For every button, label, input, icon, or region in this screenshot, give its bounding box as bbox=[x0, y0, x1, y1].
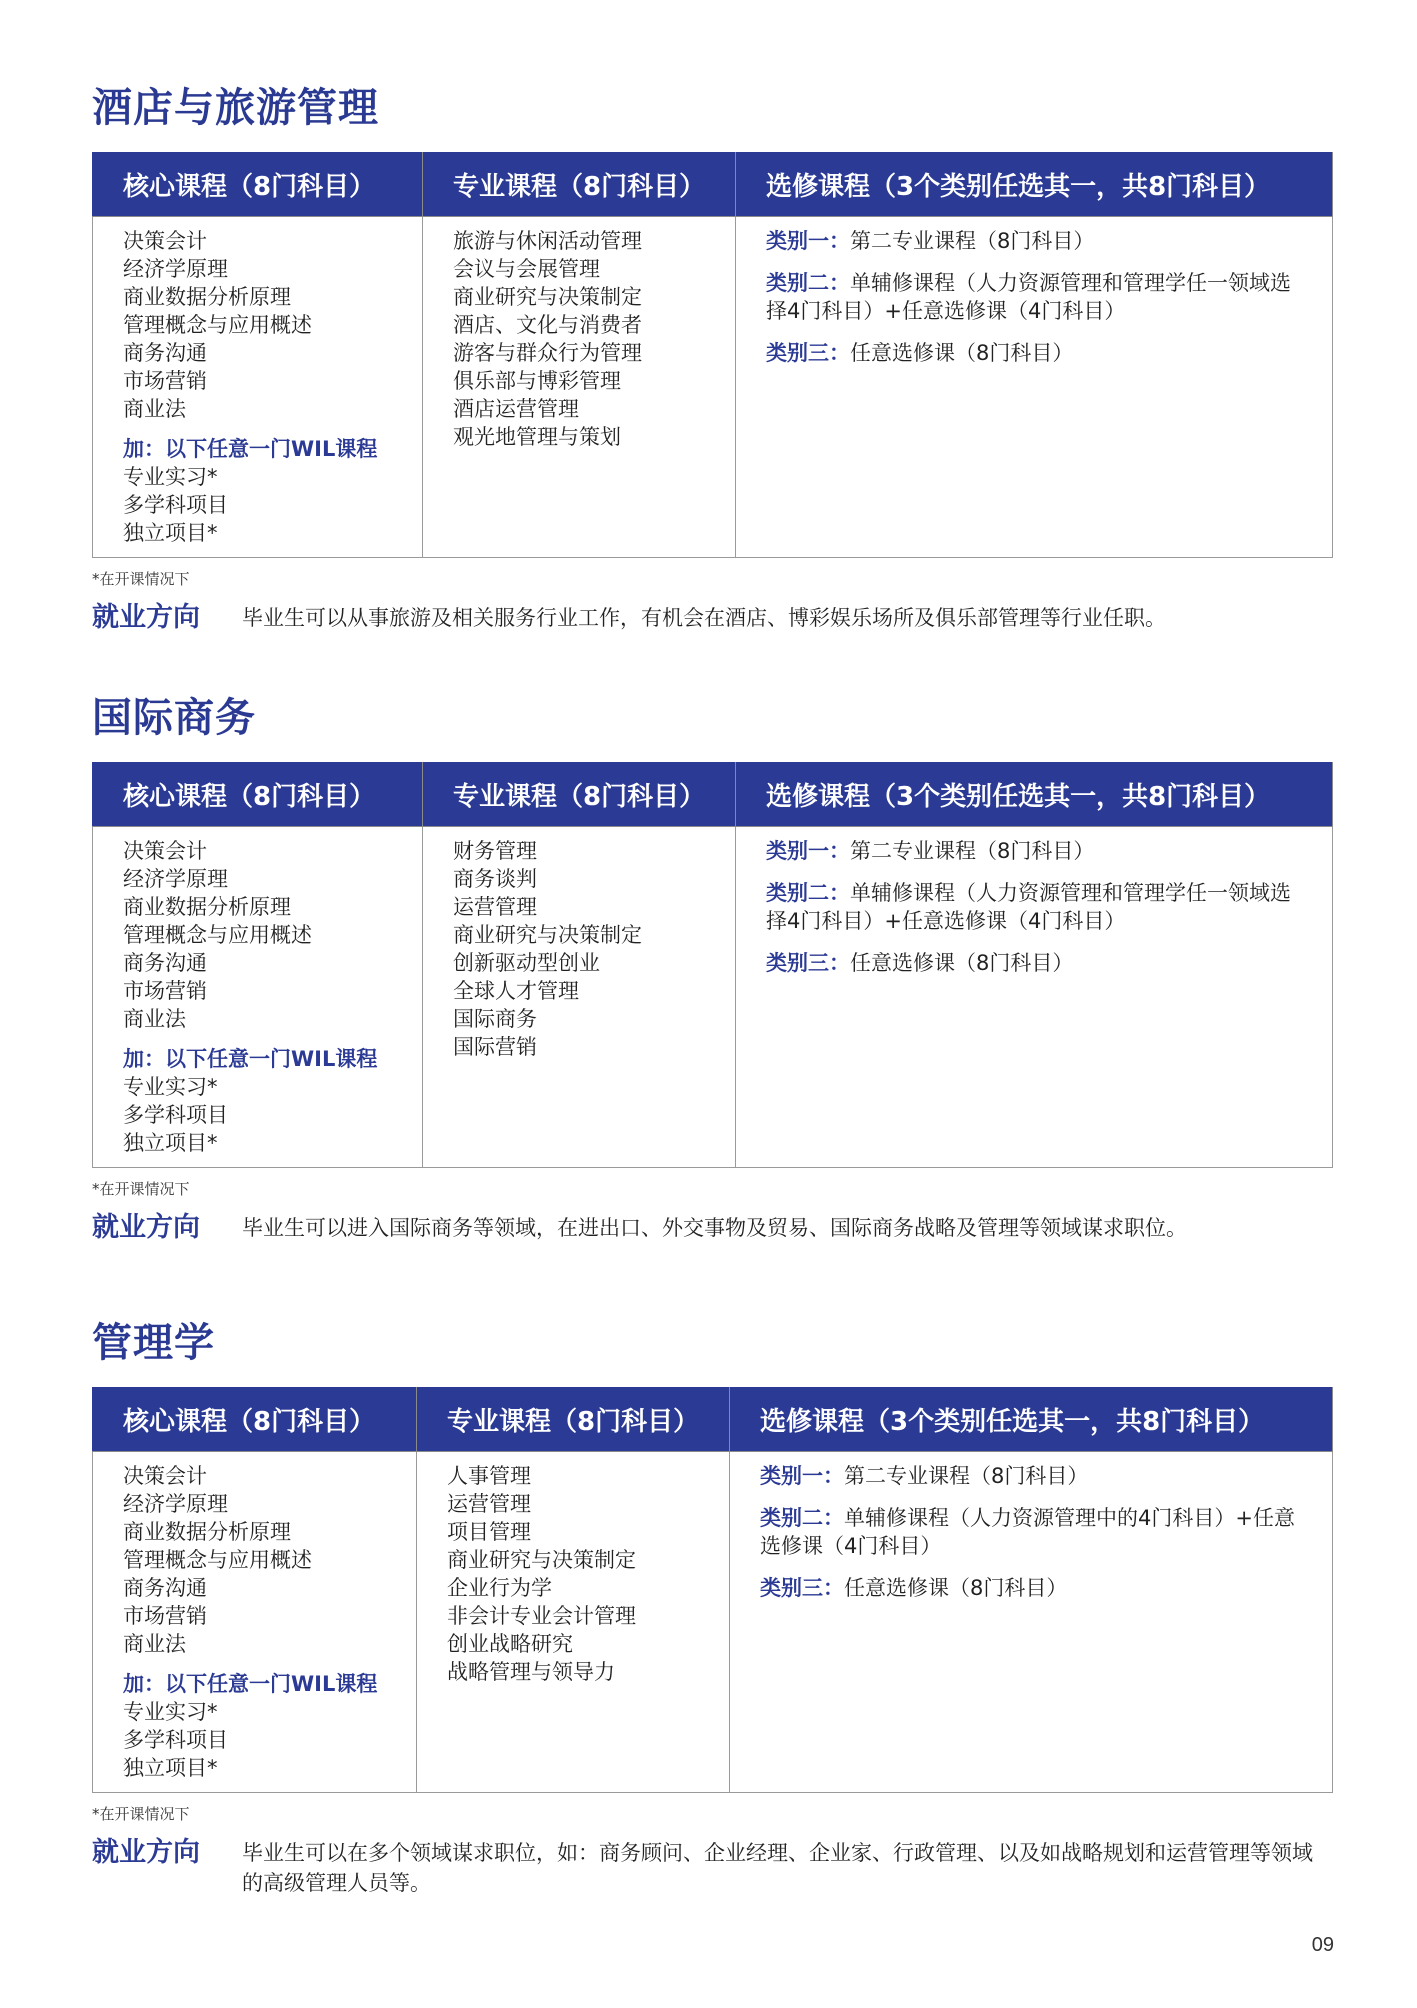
career-direction bbox=[92, 1835, 1332, 1898]
specialty-course-item: 财务管理 bbox=[453, 839, 537, 863]
program-section bbox=[92, 690, 1332, 1246]
elective-category-text: 任意选修课（8门科目） bbox=[844, 1576, 1068, 1600]
core-header: 核心课程（8门科目） bbox=[93, 762, 423, 827]
specialty-course-item: 运营管理 bbox=[447, 1492, 531, 1516]
elective-category-text: 任意选修课（8门科目） bbox=[850, 341, 1074, 365]
specialty-course-item: 商业研究与决策制定 bbox=[453, 923, 642, 947]
elective-category-label: 类别二： bbox=[760, 1506, 844, 1530]
specialty-course-item: 游客与群众行为管理 bbox=[453, 341, 642, 365]
core-header: 核心课程（8门科目） bbox=[93, 1387, 417, 1452]
core-course-item: 市场营销 bbox=[123, 369, 207, 393]
wil-course-item: 多学科项目 bbox=[123, 493, 228, 517]
specialty-header: 专业课程（8门科目） bbox=[423, 152, 736, 217]
elective-category bbox=[766, 227, 1308, 255]
specialty-course-item: 酒店运营管理 bbox=[453, 397, 579, 421]
core-course-item: 经济学原理 bbox=[123, 867, 228, 891]
elective-header: 选修课程（3个类别任选其一，共8门科目） bbox=[736, 152, 1333, 217]
program-title: 酒店与旅游管理 bbox=[92, 85, 379, 131]
elective-courses-cell bbox=[736, 217, 1333, 558]
core-course-item: 市场营销 bbox=[123, 1604, 207, 1628]
specialty-header: 专业课程（8门科目） bbox=[423, 762, 736, 827]
core-course-item: 管理概念与应用概述 bbox=[123, 1548, 312, 1572]
core-courses-cell bbox=[93, 1452, 417, 1793]
specialty-course-item: 商业研究与决策制定 bbox=[447, 1548, 636, 1572]
elective-header: 选修课程（3个类别任选其一，共8门科目） bbox=[736, 762, 1333, 827]
elective-category bbox=[766, 837, 1308, 865]
course-table bbox=[92, 1387, 1333, 1793]
program-title: 管理学 bbox=[92, 1320, 215, 1366]
specialty-course-item: 创业战略研究 bbox=[447, 1632, 573, 1656]
elective-category-text: 第二专业课程（8门科目） bbox=[844, 1464, 1089, 1488]
core-course-item: 商业法 bbox=[123, 397, 186, 421]
course-table bbox=[92, 152, 1333, 558]
core-course-item: 商务沟通 bbox=[123, 341, 207, 365]
core-course-item: 商务沟通 bbox=[123, 1576, 207, 1600]
core-course-item: 决策会计 bbox=[123, 229, 207, 253]
course-table bbox=[92, 762, 1333, 1168]
elective-courses-cell bbox=[730, 1452, 1333, 1793]
core-course-item: 商业数据分析原理 bbox=[123, 285, 291, 309]
specialty-course-item: 会议与会展管理 bbox=[453, 257, 600, 281]
career-text: 毕业生可以从事旅游及相关服务行业工作，有机会在酒店、博彩娱乐场所及俱乐部管理等行业任职。 bbox=[242, 606, 1166, 630]
wil-heading: 加：以下任意一门WIL课程 bbox=[123, 1672, 378, 1696]
career-label: 就业方向 bbox=[92, 1212, 200, 1243]
core-courses-cell bbox=[93, 217, 423, 558]
specialty-course-item: 企业行为学 bbox=[447, 1576, 552, 1600]
core-header: 核心课程（8门科目） bbox=[93, 152, 423, 217]
specialty-course-item: 全球人才管理 bbox=[453, 979, 579, 1003]
elective-category-text: 第二专业课程（8门科目） bbox=[850, 839, 1095, 863]
elective-category bbox=[760, 1504, 1308, 1560]
career-label: 就业方向 bbox=[92, 602, 200, 633]
core-course-item: 商业法 bbox=[123, 1632, 186, 1656]
elective-category bbox=[766, 269, 1308, 325]
specialty-course-item: 战略管理与领导力 bbox=[447, 1660, 615, 1684]
elective-category-label: 类别三： bbox=[760, 1576, 844, 1600]
wil-course-item: 独立项目* bbox=[123, 1131, 218, 1155]
page-number: 09 bbox=[1311, 1934, 1334, 1956]
core-courses-cell bbox=[93, 827, 423, 1168]
career-direction bbox=[92, 600, 1332, 636]
wil-course-item: 专业实习* bbox=[123, 1075, 218, 1099]
wil-course-item: 多学科项目 bbox=[123, 1728, 228, 1752]
specialty-header: 专业课程（8门科目） bbox=[417, 1387, 730, 1452]
elective-courses-cell bbox=[736, 827, 1333, 1168]
elective-category bbox=[760, 1462, 1308, 1490]
footnote: *在开课情况下 bbox=[92, 1805, 190, 1823]
career-text: 毕业生可以在多个领域谋求职位，如：商务顾问、企业经理、企业家、行政管理、以及如战略规划和运营管理等领域的高级管理人员等。 bbox=[242, 1841, 1313, 1895]
elective-category-label: 类别一： bbox=[766, 839, 850, 863]
career-text: 毕业生可以进入国际商务等领域，在进出口、外交事物及贸易、国际商务战略及管理等领域谋求职位。 bbox=[242, 1216, 1187, 1240]
elective-category bbox=[766, 339, 1308, 367]
wil-heading: 加：以下任意一门WIL课程 bbox=[123, 437, 378, 461]
specialty-course-item: 项目管理 bbox=[447, 1520, 531, 1544]
career-direction bbox=[92, 1210, 1332, 1246]
elective-category-text: 任意选修课（8门科目） bbox=[850, 951, 1074, 975]
wil-heading: 加：以下任意一门WIL课程 bbox=[123, 1047, 378, 1071]
elective-category-text: 第二专业课程（8门科目） bbox=[850, 229, 1095, 253]
core-course-item: 商业数据分析原理 bbox=[123, 895, 291, 919]
core-course-item: 经济学原理 bbox=[123, 257, 228, 281]
wil-course-item: 多学科项目 bbox=[123, 1103, 228, 1127]
specialty-course-item: 创新驱动型创业 bbox=[453, 951, 600, 975]
specialty-course-item: 观光地管理与策划 bbox=[453, 425, 621, 449]
core-course-item: 市场营销 bbox=[123, 979, 207, 1003]
specialty-courses-cell bbox=[423, 827, 736, 1168]
core-course-item: 商业法 bbox=[123, 1007, 186, 1031]
specialty-course-item: 俱乐部与博彩管理 bbox=[453, 369, 621, 393]
core-course-item: 决策会计 bbox=[123, 839, 207, 863]
specialty-course-item: 运营管理 bbox=[453, 895, 537, 919]
elective-category-text: 单辅修课程（人力资源管理中的4门科目）+任意选修课（4门科目） bbox=[760, 1506, 1295, 1558]
elective-category-label: 类别二： bbox=[766, 271, 850, 295]
specialty-course-item: 国际商务 bbox=[453, 1007, 537, 1031]
footnote: *在开课情况下 bbox=[92, 1180, 190, 1198]
wil-course-item: 专业实习* bbox=[123, 465, 218, 489]
footnote: *在开课情况下 bbox=[92, 570, 190, 588]
core-course-item: 商务沟通 bbox=[123, 951, 207, 975]
specialty-course-item: 非会计专业会计管理 bbox=[447, 1604, 636, 1628]
career-label: 就业方向 bbox=[92, 1837, 200, 1868]
elective-category-label: 类别二： bbox=[766, 881, 850, 905]
specialty-courses-cell bbox=[423, 217, 736, 558]
elective-category-label: 类别三： bbox=[766, 341, 850, 365]
elective-category bbox=[760, 1574, 1308, 1602]
wil-course-item: 独立项目* bbox=[123, 1756, 218, 1780]
specialty-course-item: 商务谈判 bbox=[453, 867, 537, 891]
elective-category-label: 类别一： bbox=[760, 1464, 844, 1488]
specialty-course-item: 商业研究与决策制定 bbox=[453, 285, 642, 309]
wil-course-item: 专业实习* bbox=[123, 1700, 218, 1724]
elective-category-text: 单辅修课程（人力资源管理和管理学任一领域选择4门科目）+任意选修课（4门科目） bbox=[766, 271, 1291, 323]
core-course-item: 管理概念与应用概述 bbox=[123, 923, 312, 947]
elective-category bbox=[766, 949, 1308, 977]
specialty-courses-cell bbox=[417, 1452, 730, 1793]
elective-category-label: 类别三： bbox=[766, 951, 850, 975]
specialty-course-item: 人事管理 bbox=[447, 1464, 531, 1488]
wil-course-item: 独立项目* bbox=[123, 521, 218, 545]
program-section bbox=[92, 1315, 1332, 1898]
elective-header: 选修课程（3个类别任选其一，共8门科目） bbox=[730, 1387, 1333, 1452]
core-course-item: 商业数据分析原理 bbox=[123, 1520, 291, 1544]
program-title: 国际商务 bbox=[92, 695, 256, 741]
elective-category-label: 类别一： bbox=[766, 229, 850, 253]
elective-category-text: 单辅修课程（人力资源管理和管理学任一领域选择4门科目）+任意选修课（4门科目） bbox=[766, 881, 1291, 933]
core-course-item: 管理概念与应用概述 bbox=[123, 313, 312, 337]
elective-category bbox=[766, 879, 1308, 935]
core-course-item: 经济学原理 bbox=[123, 1492, 228, 1516]
core-course-item: 决策会计 bbox=[123, 1464, 207, 1488]
program-section bbox=[92, 80, 1332, 636]
specialty-course-item: 酒店、文化与消费者 bbox=[453, 313, 642, 337]
specialty-course-item: 国际营销 bbox=[453, 1035, 537, 1059]
specialty-course-item: 旅游与休闲活动管理 bbox=[453, 229, 642, 253]
